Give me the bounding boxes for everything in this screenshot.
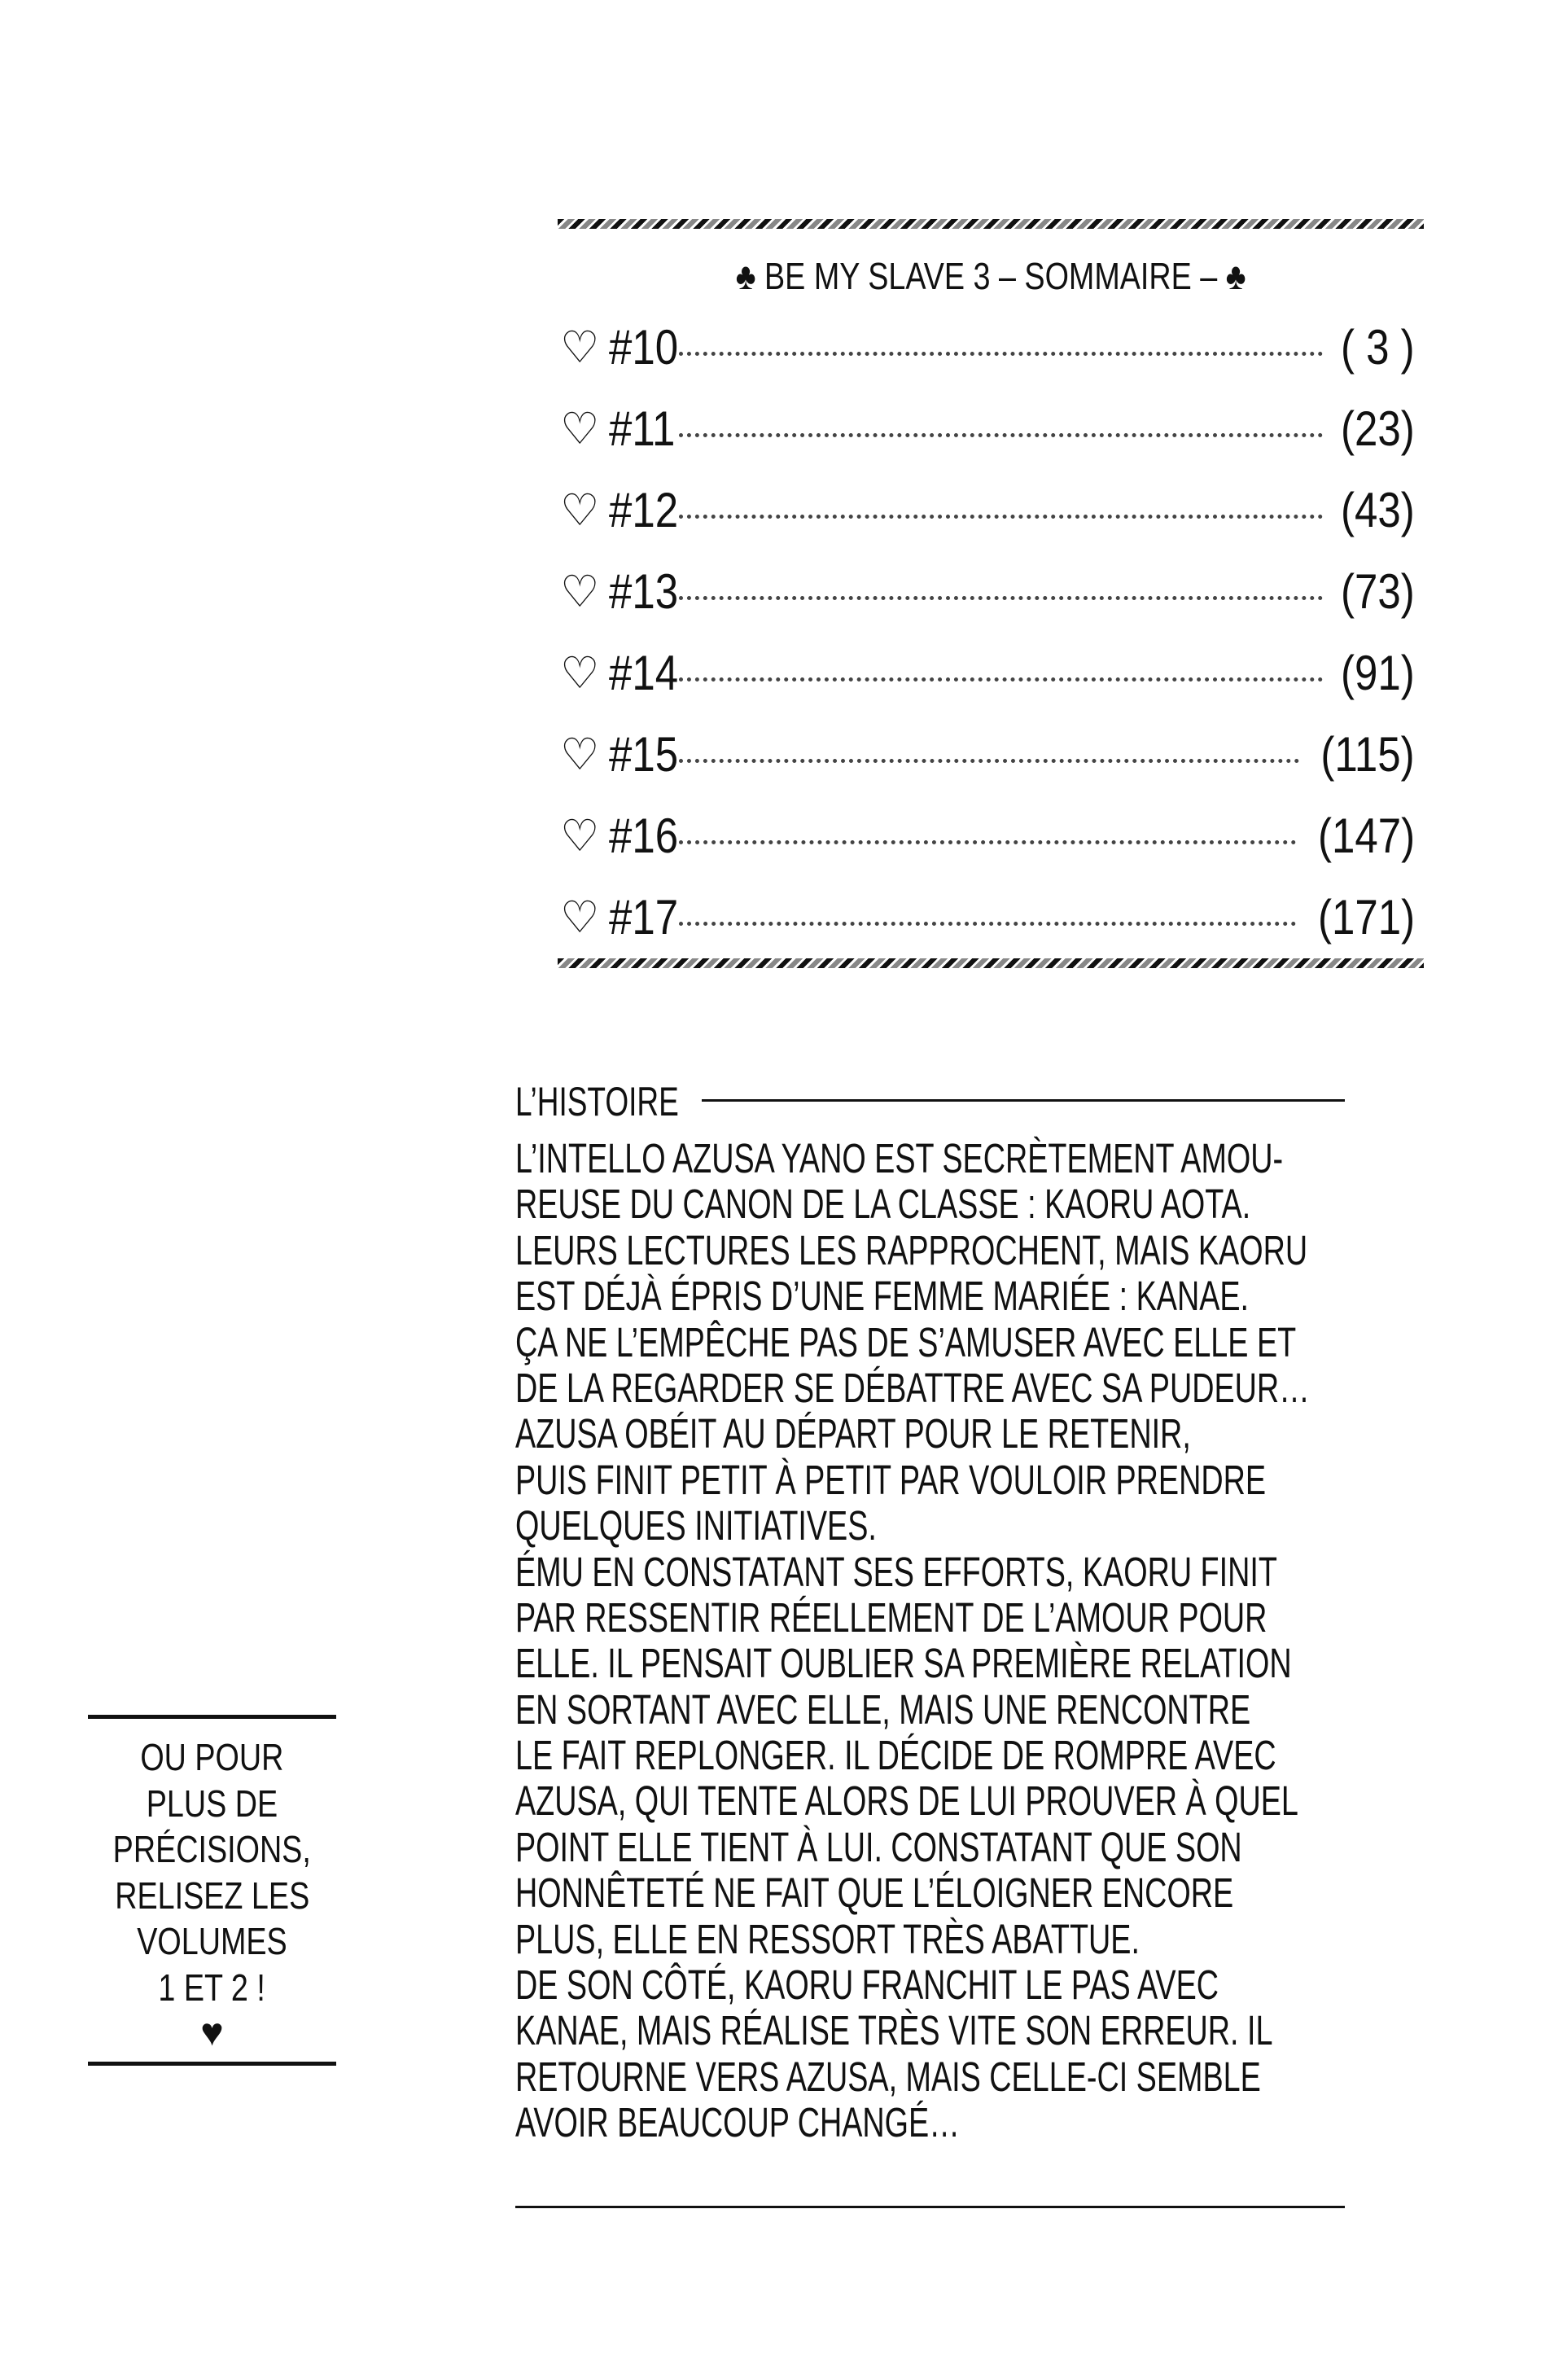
- story-line: PLUS, ELLE EN RESSORT TRÈS ABATTUE.: [515, 1915, 1140, 1962]
- story-line: POINT ELLE TIENT À LUI. CONSTATANT QUE SON: [515, 1823, 1242, 1870]
- heart-outline-icon: ♡: [560, 322, 600, 372]
- toc-entry: [560, 725, 1415, 782]
- story-line: KANAE, MAIS RÉALISE TRÈS VITE SON ERREUR. IL: [515, 2007, 1273, 2054]
- side-note-line: PLUS DE: [146, 1782, 278, 1825]
- toc-entry: [560, 888, 1415, 945]
- side-note-line: PRÉCISIONS,: [112, 1828, 312, 1870]
- page-number: (171): [1317, 889, 1415, 945]
- heart-outline-icon: ♡: [560, 811, 600, 861]
- dot-leader: [679, 759, 1299, 763]
- chapter-number: #11: [609, 401, 676, 456]
- side-note: [88, 1734, 336, 2057]
- heart-outline-icon: ♡: [560, 892, 600, 942]
- heart-outline-icon: ♡: [560, 648, 600, 698]
- heart-outline-icon: ♡: [560, 485, 600, 535]
- side-note-line: VOLUMES: [137, 1920, 287, 1962]
- dot-leader: [679, 433, 1323, 437]
- story-line: REUSE DU CANON DE LA CLASSE : KAORU AOTA.: [515, 1181, 1251, 1228]
- story-line: AZUSA, QUI TENTE ALORS DE LUI PROUVER À QUEL: [515, 1777, 1298, 1825]
- chapter-number: #15: [609, 726, 679, 782]
- toc-entry: [560, 481, 1415, 538]
- page-number: (73): [1341, 563, 1415, 619]
- story-line: L’INTELLO AZUSA YANO EST SECRÈTEMENT AMOU-: [515, 1135, 1284, 1181]
- page-number: (115): [1320, 726, 1415, 782]
- story-line: ELLE. IL PENSAIT OUBLIER SA PREMIÈRE RELATION: [515, 1640, 1292, 1687]
- side-note-line: OU POUR: [140, 1736, 284, 1778]
- story-line: HONNÊTETÉ NE FAIT QUE L’ÉLOIGNER ENCORE: [515, 1869, 1234, 1917]
- page-number: (91): [1341, 645, 1415, 700]
- chapter-number: #13: [609, 563, 679, 619]
- story-line: EN SORTANT AVEC ELLE, MAIS UNE RENCONTRE: [515, 1685, 1251, 1733]
- story-line: AZUSA OBÉIT AU DÉPART POUR LE RETENIR,: [515, 1410, 1191, 1457]
- dot-leader: [679, 677, 1323, 682]
- toc-entry: [560, 318, 1415, 375]
- toc-top-border: [558, 219, 1424, 229]
- dot-leader: [679, 840, 1296, 844]
- story-label-rule: [702, 1099, 1345, 1102]
- story-line: DE LA REGARDER SE DÉBATTRE AVEC SA PUDEUR…: [515, 1364, 1310, 1411]
- chapter-number: #16: [609, 808, 679, 863]
- toc-entry: [560, 400, 1415, 457]
- heart-outline-icon: ♡: [560, 730, 600, 779]
- toc-entry: [560, 644, 1415, 701]
- toc-bottom-border: [558, 958, 1424, 968]
- toc-title-text: BE MY SLAVE 3 – SOMMAIRE –: [764, 255, 1218, 297]
- story-label: L’HISTOIRE: [515, 1079, 679, 1124]
- dot-leader: [679, 352, 1323, 356]
- chapter-number: #17: [609, 889, 679, 945]
- page-number: ( 3 ): [1341, 319, 1415, 375]
- toc-entry: [560, 563, 1415, 620]
- story-line: RETOURNE VERS AZUSA, MAIS CELLE-CI SEMBLE: [515, 2053, 1261, 2100]
- page-number: (23): [1341, 401, 1415, 456]
- story-line: QUELQUES INITIATIVES.: [515, 1502, 877, 1549]
- club-icon: ♣: [735, 255, 756, 297]
- story-line: AVOIR BEAUCOUP CHANGÉ…: [515, 2099, 960, 2146]
- chapter-number: #12: [609, 482, 679, 537]
- heart-outline-icon: ♡: [560, 404, 600, 454]
- side-note-line: 1 ET 2 !: [158, 1966, 266, 2009]
- story-bottom-rule: [515, 2206, 1345, 2208]
- chapter-number: #14: [609, 645, 679, 700]
- story-line: PUIS FINIT PETIT À PETIT PAR VOULOIR PRENDRE: [515, 1456, 1267, 1503]
- dot-leader: [679, 922, 1296, 926]
- story-line: LEURS LECTURES LES RAPPROCHENT, MAIS KAORU: [515, 1226, 1308, 1273]
- story-line: DE SON CÔTÉ, KAORU FRANCHIT LE PAS AVEC: [515, 1961, 1219, 2009]
- side-note-bottom-rule: [88, 2062, 336, 2066]
- story-line: LE FAIT REPLONGER. IL DÉCIDE DE ROMPRE AVEC: [515, 1732, 1276, 1779]
- page-number: (43): [1341, 482, 1415, 537]
- page-number: (147): [1317, 808, 1415, 863]
- story-line: ÉMU EN CONSTATANT SES EFFORTS, KAORU FINIT: [515, 1548, 1277, 1595]
- story-line: EST DÉJÀ ÉPRIS D’UNE FEMME MARIÉE : KANAE.: [515, 1273, 1250, 1320]
- side-note-top-rule: [88, 1715, 336, 1719]
- story-line: PAR RESSENTIR RÉELLEMENT DE L’AMOUR POUR: [515, 1593, 1267, 1641]
- toc-title: [558, 249, 1424, 303]
- toc-entry: [560, 807, 1415, 864]
- story-paragraph: [515, 1136, 1563, 2146]
- heart-outline-icon: ♡: [560, 567, 600, 616]
- story-line: ÇA NE L’EMPÊCHE PAS DE S’AMUSER AVEC ELLE ET: [515, 1318, 1297, 1365]
- heart-icon: ♥: [200, 2011, 224, 2054]
- dot-leader: [679, 515, 1323, 519]
- side-note-line: RELISEZ LES: [114, 1874, 309, 1917]
- club-icon: ♣: [1225, 255, 1246, 297]
- chapter-number: #10: [609, 319, 679, 375]
- dot-leader: [679, 596, 1323, 600]
